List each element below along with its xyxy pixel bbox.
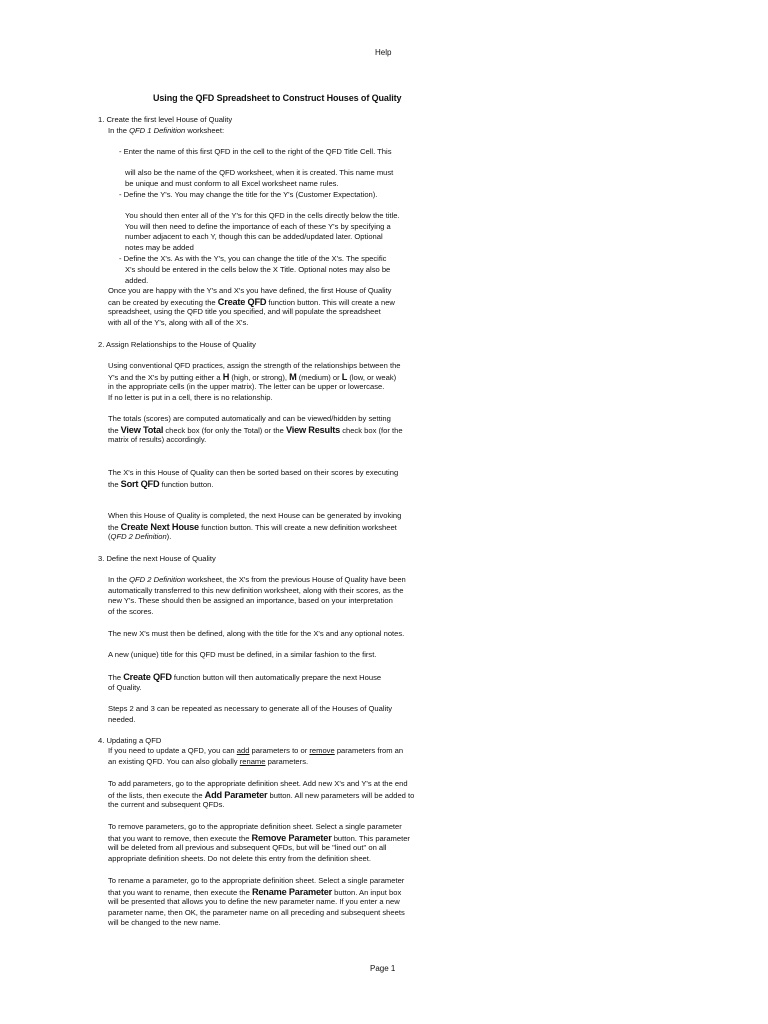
section-2-heading: 2. Assign Relationships to the House of Quality (98, 340, 256, 349)
section-1-intro: In the QFD 1 Definition worksheet: (108, 126, 225, 135)
create-qfd-next-paragraph: The Create QFD function button will then automatically prepare the next House of Quality. (108, 672, 382, 692)
bullet-define-xs: - Define the X's. As with the Y's, you can change the title of the X's. The specific (119, 254, 387, 263)
repeat-steps-paragraph: Steps 2 and 3 can be repeated as necessary to generate all of the Houses of Quality needed. (108, 704, 393, 724)
document-title: Using the QFD Spreadsheet to Construct Houses of Quality (153, 93, 402, 103)
create-qfd-paragraph: Once you are happy with the Y's and X's you have defined, the first House of Quality can be created by executing the Create QFD function button. This will create a new spreadsheet, using the QFD title you specified, and will populate the spreadsheet with all of the Y's, along with all of the X's. (108, 286, 395, 327)
update-intro-paragraph: If you need to update a QFD, you can add parameters to or remove parameters from an an existing QFD. You can also globally rename parameters. (108, 746, 404, 766)
bullet-enter-name-cont: will also be the name of the QFD worksheet, when it is created. This name must be unique and must conform to all Excel worksheet name rules. (125, 168, 394, 188)
help-header: Help (375, 48, 392, 57)
unique-title-paragraph: A new (unique) title for this QFD must be defined, in a similar fashion to the first. (108, 650, 377, 659)
bullet-define-ys: - Define the Y's. You may change the title for the Y's (Customer Expectation). (119, 190, 378, 199)
add-parameter-paragraph: To add parameters, go to the appropriate definition sheet. Add new X's and Y's at the end of the lists, then execute the Add Parameter button. All new parameters will be added to the current and subsequent QFDs. (108, 779, 415, 810)
bullet-enter-name: - Enter the name of this first QFD in the cell to the right of the QFD Title Cell. This (119, 147, 392, 156)
totals-paragraph: The totals (scores) are computed automatically and can be viewed/hidden by setting the View Total check box (for only the Total) or the View Results check box (for the matrix of results) accordingly. (108, 414, 403, 445)
new-xs-paragraph: The new X's must then be defined, along with the title for the X's and any optional notes. (108, 629, 405, 638)
section-3-heading: 3. Define the next House of Quality (98, 554, 216, 563)
qfd2-definition-paragraph: In the QFD 2 Definition worksheet, the X's from the previous House of Quality have been automatically transferred to this new definition worksheet, along with their scores, as the new Y's. These should then be assigned an importance, based on your interpretation of the scores. (108, 575, 406, 616)
page-number: Page 1 (370, 964, 396, 973)
rename-parameter-paragraph: To rename a parameter, go to the appropriate definition sheet. Select a single parameter that you want to rename, then execute the Rename Parameter button. An input box will be presented that allows you to define the new parameter name. If you enter a new parameter name, then OK, the parameter name on all preceding and subsequent sheets will be changed to the new name. (108, 876, 405, 928)
sort-paragraph: The X's in this House of Quality can then be sorted based on their scores by executing the Sort QFD function button. (108, 468, 399, 489)
remove-parameter-paragraph: To remove parameters, go to the appropriate definition sheet. Select a single parameter that you want to remove, then execute the Remove Parameter button. This parameter will be deleted from all previous and subsequent QFDs, but will be "lined out" on all appropriate definition sheets. Do not delete this entry from the definition sheet. (108, 822, 410, 863)
define-ys-paragraph: You should then enter all of the Y's for this QFD in the cells directly below the title. You will then need to define the importance of each of these Y's by specifying a number adjacent to each Y, though this can be added/updated later. Optional notes may be added (125, 211, 400, 252)
section-4-heading: 4. Updating a QFD (98, 736, 162, 745)
section-1-heading: 1. Create the first level House of Quality (98, 115, 233, 124)
bullet-define-xs-cont: X's should be entered in the cells below the X Title. Optional notes may also be added. (125, 265, 391, 285)
relationships-paragraph: Using conventional QFD practices, assign the strength of the relationships between the Y's and the X's by putting either a H (high, or strong), M (medium) or L (low, or weak) in the appropriate cells (in the upper matrix). The letter can be upper or lowercase. If no letter is put in a cell, there is no relationship. (108, 361, 401, 402)
next-house-paragraph: When this House of Quality is completed, the next House can be generated by invoking the Create Next House function button. This will create a new definition worksheet (QFD 2 Definition). (108, 511, 402, 542)
